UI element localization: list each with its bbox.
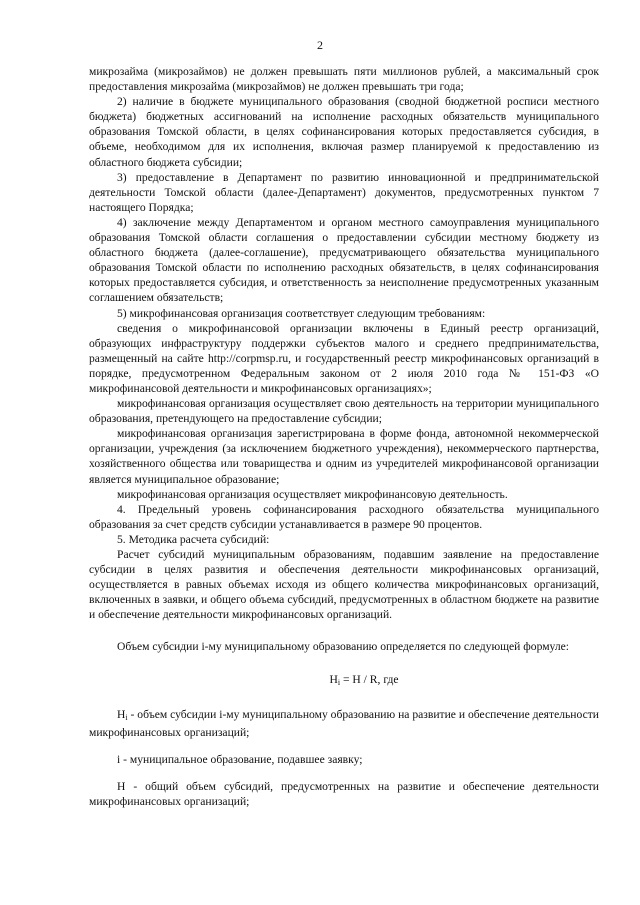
definition-symbol: Н [117, 707, 126, 721]
formula-rhs: = Н / R, где [340, 672, 399, 686]
definition-symbol-subscript: i [125, 712, 128, 722]
paragraph-item-4: 4) заключение между Департаментом и органом местного самоуправления муниципального образования Томской области соглашения о предоставлении субсидии местному бюджету из областного бюджета (далее-соглашение), предусматривающего обязательства муниципального образования Томской области по исполнению расходных обязательств, в целях софинансирования которых предоставляется субсидия, и ответственность за неисполнение предусмотренных указанным соглашением обязательств; [89, 215, 599, 305]
paragraph-item-3: 3) предоставление в Департамент по развитию инновационной и предпринимательской деятельности Томской области (далее-Департамент) документов, предусмотренных пунктом 7 настоящего Порядка; [89, 170, 599, 214]
definition-symbol: Н [117, 779, 126, 793]
paragraph-method-heading: 5. Методика расчета субсидий: [117, 532, 270, 546]
definition-h [89, 779, 599, 809]
page-number: 2 [317, 38, 323, 52]
definition-text: - общий объем субсидий, предусмотренных на развитие и обеспечение деятельности микрофинансовых организаций; [89, 779, 599, 809]
requirement-territory: микрофинансовая организация осуществляет свою деятельность на территории муниципального образования, претендующего на предоставление субсидии; [89, 397, 599, 426]
definition-symbol: i [117, 752, 121, 766]
paragraph-item-2: 2) наличие в бюджете муниципального образования (сводной бюджетной росписи местного бюджета) бюджетных ассигнований на исполнение расходных обязательств муниципального образования Томской области, в целях софинансирования которых предоставляется субсидия, в объеме, необходимом для их исполнения, включая размер планируемой к предоставлению из областного бюджета субсидии; [89, 95, 599, 169]
formula-lhs: Н [329, 672, 338, 686]
paragraph-cofinancing-level: 4. Предельный уровень софинансирования расходного обязательства муниципального образования за счет средств субсидии устанавливается в размере 90 процентов. [89, 502, 599, 531]
definition-hi [89, 707, 599, 740]
requirement-legal-form: микрофинансовая организация зарегистрирована в форме фонда, автономной некоммерческой организации, учреждения (за исключением бюджетного учреждения), некоммерческого партнерства, хозяйственного общества или товарищества и одним из учредителей микрофинансовой организации является муниципальное образование; [89, 427, 599, 486]
formula-intro: Объем субсидии i-му муниципальному образованию определяется по следующей формуле: [117, 640, 569, 654]
formula [89, 672, 599, 690]
paragraph-method-description: Расчет субсидий муниципальным образованиям, подавшим заявление на предоставление субсидии в целях развития и обеспечения деятельности микрофинансовых организаций, осуществляется в равных объемах исходя из общего количества микрофинансовых организаций, включенных в заявки, и общего объема субсидий, предусмотренных в областном бюджете на развитие и обеспечение деятельности микрофинансовых организаций. [89, 548, 599, 622]
requirement-registry: сведения о микрофинансовой организации включены в Единый реестр организаций, образующих инфраструктуру поддержки субъектов малого и среднего предпринимательства, размещенный на сайте http://corpmsp.ru, и государственный реестр микрофинансовых организаций в порядке, предусмотренном Федеральным законом от 2 июля 2010 года № 151-ФЗ «О микрофинансовой деятельности и микрофинансовых организациях»; [89, 321, 599, 395]
paragraph-continuation: микрозайма (микрозаймов) не должен превышать пяти миллионов рублей, а максимальный срок предоставления микрозайма (микрозаймов) не должен превышать три года; [89, 65, 599, 94]
definition-text: - объем субсидии i-му муниципальному образованию на развитие и обеспечение деятельности микрофинансовых организаций; [89, 707, 599, 739]
definition-text: - муниципальное образование, подавшее заявку; [120, 752, 363, 766]
formula-lhs-subscript: i [337, 677, 341, 687]
definition-i [89, 752, 599, 767]
requirement-activity: микрофинансовая организация осуществляет микрофинансовую деятельность. [117, 487, 508, 501]
paragraph-item-5: 5) микрофинансовая организация соответствует следующим требованиям: [117, 306, 486, 320]
document-body [89, 64, 599, 809]
